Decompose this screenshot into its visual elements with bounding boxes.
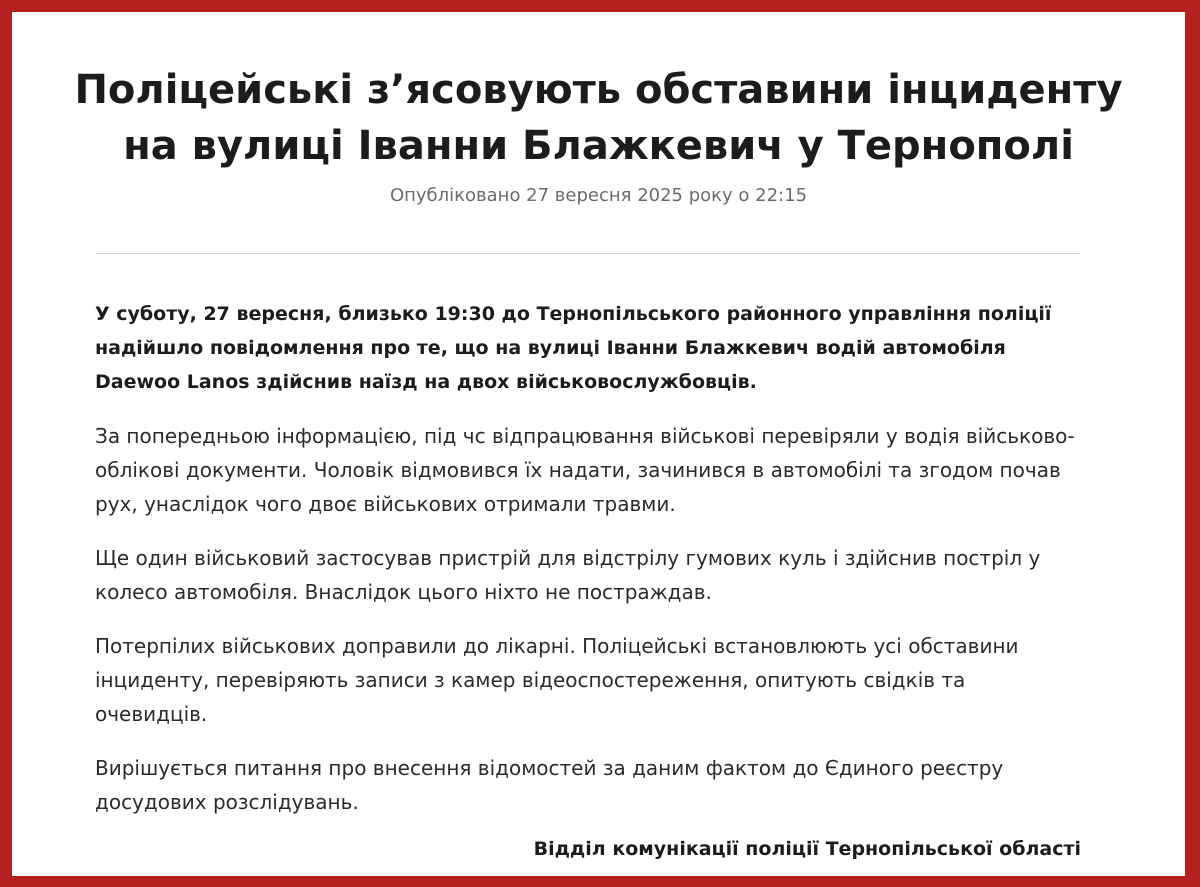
- article-title-line-1: Поліцейські з’ясовують обставини інциденту: [74, 67, 1123, 113]
- divider: [95, 253, 1081, 254]
- signature: Відділ комунікації поліції Тернопільської області: [533, 838, 1081, 860]
- publication-date: Опубліковано 27 вересня 2025 року о 22:15: [389, 185, 808, 206]
- lead-paragraph: У суботу, 27 вересня, близько 19:30 до Тернопільського районного управління поліції надійшло повідомлення про те, що на вулиці Іванни Блажкевич водій автомобіля Daewoo Lanos здійснив наїзд на двох військовослужбовців.: [95, 303, 1052, 393]
- paragraph-2: Ще один військовий застосував пристрій для відстрілу гумових куль і здійснив постріл у колесо автомобіля. Внаслідок цього ніхто не постраждав.: [95, 546, 1041, 604]
- article-body: [95, 297, 1081, 839]
- paragraph-1: За попередньою інформацією, під чс відпрацювання військові перевіряли у водія військово-облікові документи. Чоловік відмовився їх надати, зачинився в автомобілі та згодом почав рух, унаслідок чого двоє військових отримали травми.: [95, 424, 1075, 516]
- article-title-line-2: на вулиці Іванни Блажкевич у Тернополі: [123, 123, 1074, 169]
- paragraph-3: Потерпілих військових доправили до лікарні. Поліцейські встановлюють усі обставини інциденту, перевіряють записи з камер відеоспостереження, опитують свідків та очевидців.: [95, 634, 1019, 726]
- article-title: [72, 62, 1125, 174]
- paragraph-4: Вирішується питання про внесення відомостей за даним фактом до Єдиного реєстру досудових розслідувань.: [95, 756, 1004, 814]
- article-frame: [12, 12, 1185, 876]
